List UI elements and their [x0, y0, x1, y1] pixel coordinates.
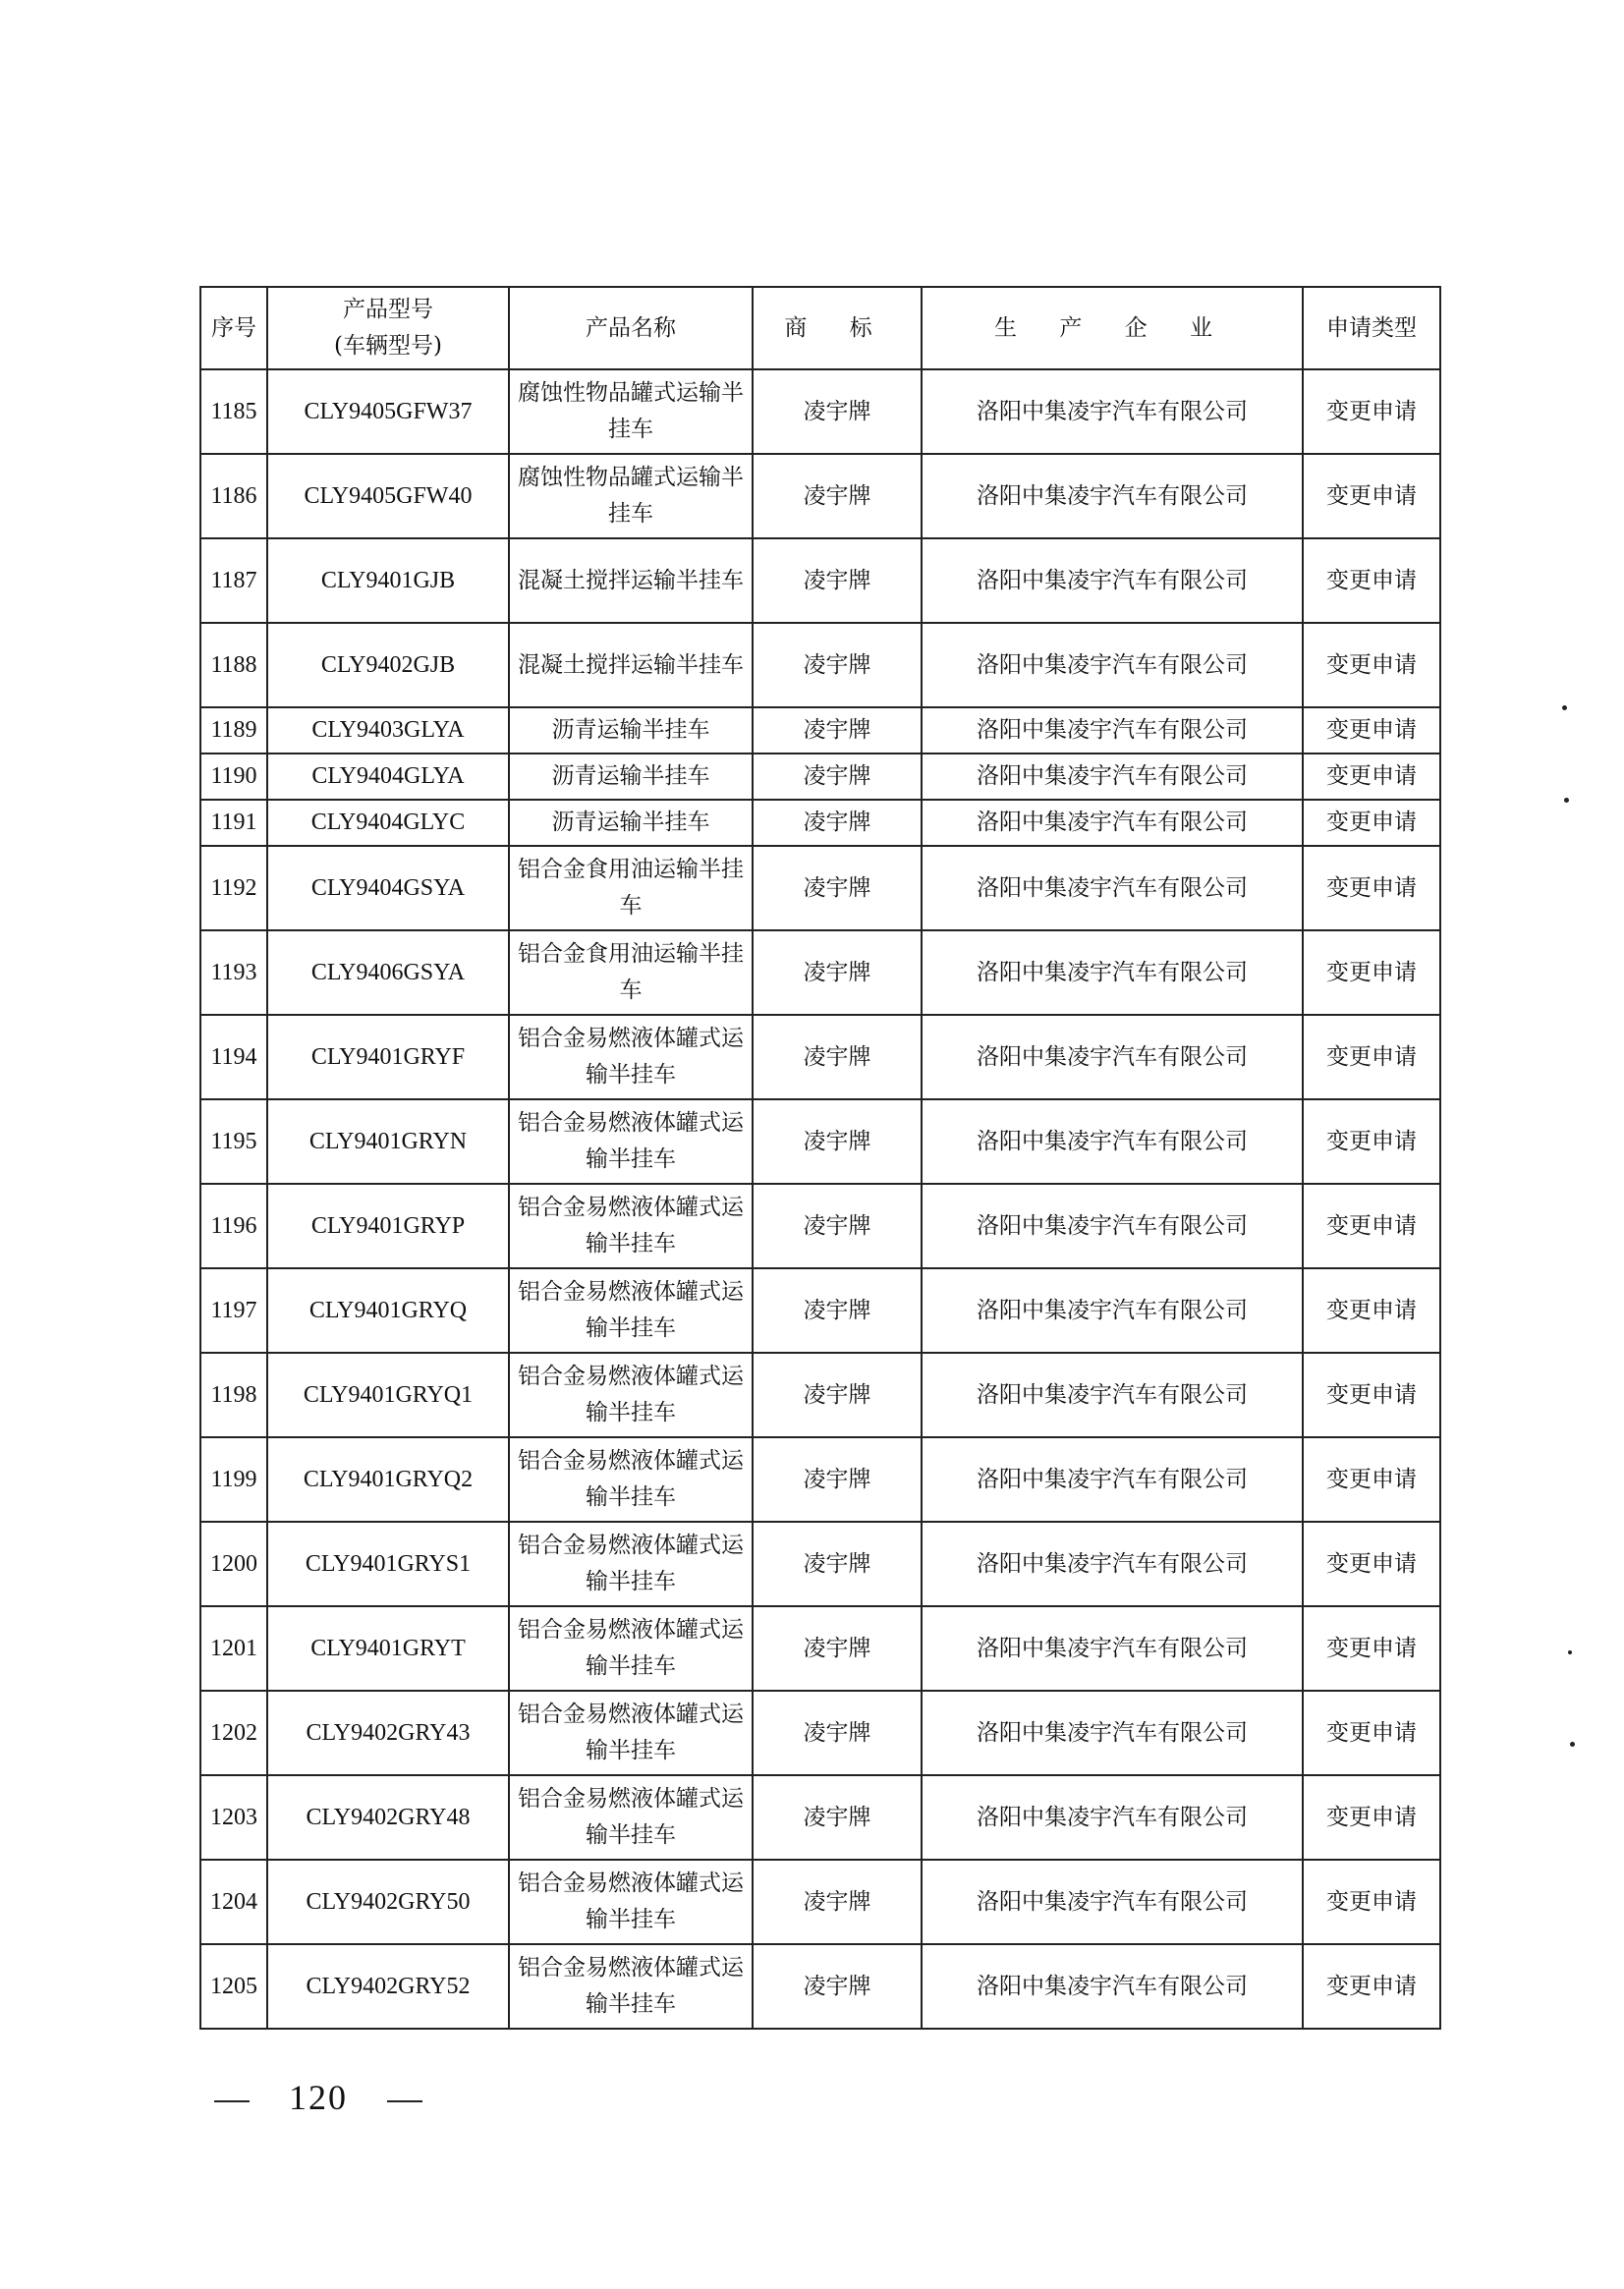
cell-application-type: 变更申请 [1303, 754, 1440, 800]
cell-seq: 1204 [200, 1860, 267, 1944]
table-row [200, 930, 1440, 1015]
cell-application-type: 变更申请 [1303, 1522, 1440, 1606]
cell-product-name: 混凝土搅拌运输半挂车 [509, 623, 753, 707]
cell-model: CLY9402GRY48 [267, 1775, 509, 1860]
header-model-line2: (车辆型号) [334, 333, 442, 359]
cell-product-name: 铝合金易燃液体罐式运输半挂车 [509, 1775, 753, 1860]
table-row [200, 1860, 1440, 1944]
header-seq: 序号 [200, 287, 267, 369]
cell-brand: 凌宇牌 [753, 800, 922, 846]
cell-seq: 1187 [200, 538, 267, 623]
cell-product-name: 铝合金易燃液体罐式运输半挂车 [509, 1691, 753, 1775]
cell-model: CLY9401GRYQ [267, 1268, 509, 1353]
cell-product-name: 沥青运输半挂车 [509, 754, 753, 800]
cell-seq: 1186 [200, 454, 267, 538]
cell-model: CLY9401GRYQ1 [267, 1353, 509, 1437]
cell-seq: 1202 [200, 1691, 267, 1775]
cell-seq: 1198 [200, 1353, 267, 1437]
cell-company: 洛阳中集凌宇汽车有限公司 [922, 800, 1303, 846]
cell-brand: 凌宇牌 [753, 369, 922, 454]
table-row [200, 1268, 1440, 1353]
cell-application-type: 变更申请 [1303, 1606, 1440, 1691]
cell-model: CLY9401GRYQ2 [267, 1437, 509, 1522]
cell-seq: 1197 [200, 1268, 267, 1353]
table-row [200, 454, 1440, 538]
header-brand: 商 标 [753, 287, 922, 369]
cell-seq: 1205 [200, 1944, 267, 2029]
cell-model: CLY9402GJB [267, 623, 509, 707]
header-company: 生 产 企 业 [922, 287, 1303, 369]
cell-application-type: 变更申请 [1303, 623, 1440, 707]
cell-product-name: 铝合金易燃液体罐式运输半挂车 [509, 1353, 753, 1437]
cell-product-name: 铝合金易燃液体罐式运输半挂车 [509, 1944, 753, 2029]
cell-model: CLY9402GRY50 [267, 1860, 509, 1944]
cell-company: 洛阳中集凌宇汽车有限公司 [922, 754, 1303, 800]
cell-brand: 凌宇牌 [753, 1691, 922, 1775]
cell-brand: 凌宇牌 [753, 707, 922, 754]
cell-application-type: 变更申请 [1303, 846, 1440, 930]
cell-brand: 凌宇牌 [753, 1775, 922, 1860]
page-footer [214, 2077, 422, 2118]
cell-application-type: 变更申请 [1303, 369, 1440, 454]
table-row [200, 623, 1440, 707]
cell-seq: 1188 [200, 623, 267, 707]
vehicle-product-table [199, 286, 1441, 2030]
cell-company: 洛阳中集凌宇汽车有限公司 [922, 1015, 1303, 1099]
cell-product-name: 铝合金易燃液体罐式运输半挂车 [509, 1437, 753, 1522]
table-row [200, 754, 1440, 800]
header-model-line1: 产品型号 [343, 297, 433, 322]
cell-application-type: 变更申请 [1303, 1860, 1440, 1944]
cell-brand: 凌宇牌 [753, 454, 922, 538]
cell-product-name: 腐蚀性物品罐式运输半挂车 [509, 369, 753, 454]
cell-application-type: 变更申请 [1303, 1184, 1440, 1268]
cell-brand: 凌宇牌 [753, 623, 922, 707]
table-row [200, 1691, 1440, 1775]
scan-speck [1568, 1650, 1572, 1654]
cell-brand: 凌宇牌 [753, 538, 922, 623]
cell-application-type: 变更申请 [1303, 454, 1440, 538]
cell-model: CLY9401GRYN [267, 1099, 509, 1184]
cell-application-type: 变更申请 [1303, 1691, 1440, 1775]
cell-seq: 1190 [200, 754, 267, 800]
cell-seq: 1195 [200, 1099, 267, 1184]
cell-product-name: 沥青运输半挂车 [509, 707, 753, 754]
cell-application-type: 变更申请 [1303, 1015, 1440, 1099]
cell-application-type: 变更申请 [1303, 1944, 1440, 2029]
cell-model: CLY9404GLYC [267, 800, 509, 846]
cell-brand: 凌宇牌 [753, 1184, 922, 1268]
cell-model: CLY9402GRY52 [267, 1944, 509, 2029]
cell-brand: 凌宇牌 [753, 930, 922, 1015]
cell-company: 洛阳中集凌宇汽车有限公司 [922, 846, 1303, 930]
cell-application-type: 变更申请 [1303, 1775, 1440, 1860]
cell-brand: 凌宇牌 [753, 1606, 922, 1691]
cell-application-type: 变更申请 [1303, 1268, 1440, 1353]
table-row [200, 1184, 1440, 1268]
cell-company: 洛阳中集凌宇汽车有限公司 [922, 538, 1303, 623]
cell-company: 洛阳中集凌宇汽车有限公司 [922, 1860, 1303, 1944]
table-row [200, 1015, 1440, 1099]
cell-seq: 1191 [200, 800, 267, 846]
table-header-row [200, 287, 1440, 369]
cell-company: 洛阳中集凌宇汽车有限公司 [922, 707, 1303, 754]
cell-seq: 1194 [200, 1015, 267, 1099]
cell-model: CLY9404GSYA [267, 846, 509, 930]
cell-brand: 凌宇牌 [753, 1944, 922, 2029]
cell-model: CLY9404GLYA [267, 754, 509, 800]
cell-product-name: 铝合金食用油运输半挂车 [509, 930, 753, 1015]
cell-company: 洛阳中集凌宇汽车有限公司 [922, 1775, 1303, 1860]
scan-speck [1570, 1742, 1575, 1747]
cell-model: CLY9401GRYT [267, 1606, 509, 1691]
cell-product-name: 铝合金易燃液体罐式运输半挂车 [509, 1522, 753, 1606]
cell-company: 洛阳中集凌宇汽车有限公司 [922, 1522, 1303, 1606]
table-row [200, 369, 1440, 454]
scan-speck [1562, 705, 1567, 710]
table-row [200, 800, 1440, 846]
table-row [200, 1775, 1440, 1860]
cell-brand: 凌宇牌 [753, 1522, 922, 1606]
cell-company: 洛阳中集凌宇汽车有限公司 [922, 1099, 1303, 1184]
cell-seq: 1185 [200, 369, 267, 454]
cell-brand: 凌宇牌 [753, 754, 922, 800]
table-row [200, 707, 1440, 754]
table-row [200, 846, 1440, 930]
table-row [200, 1944, 1440, 2029]
cell-product-name: 铝合金易燃液体罐式运输半挂车 [509, 1860, 753, 1944]
table-body [200, 369, 1440, 2029]
cell-seq: 1189 [200, 707, 267, 754]
page-number: 120 [289, 2078, 348, 2117]
cell-application-type: 变更申请 [1303, 1353, 1440, 1437]
cell-product-name: 腐蚀性物品罐式运输半挂车 [509, 454, 753, 538]
cell-product-name: 铝合金易燃液体罐式运输半挂车 [509, 1015, 753, 1099]
cell-brand: 凌宇牌 [753, 846, 922, 930]
table-row [200, 538, 1440, 623]
cell-company: 洛阳中集凌宇汽车有限公司 [922, 369, 1303, 454]
cell-company: 洛阳中集凌宇汽车有限公司 [922, 930, 1303, 1015]
cell-company: 洛阳中集凌宇汽车有限公司 [922, 454, 1303, 538]
cell-company: 洛阳中集凌宇汽车有限公司 [922, 1944, 1303, 2029]
cell-brand: 凌宇牌 [753, 1860, 922, 1944]
table-row [200, 1353, 1440, 1437]
cell-brand: 凌宇牌 [753, 1353, 922, 1437]
cell-product-name: 铝合金食用油运输半挂车 [509, 846, 753, 930]
cell-product-name: 沥青运输半挂车 [509, 800, 753, 846]
cell-model: CLY9405GFW40 [267, 454, 509, 538]
cell-company: 洛阳中集凌宇汽车有限公司 [922, 1184, 1303, 1268]
cell-seq: 1196 [200, 1184, 267, 1268]
cell-product-name: 铝合金易燃液体罐式运输半挂车 [509, 1184, 753, 1268]
table-row [200, 1437, 1440, 1522]
cell-model: CLY9403GLYA [267, 707, 509, 754]
cell-seq: 1192 [200, 846, 267, 930]
scan-speck [1564, 798, 1569, 803]
table-row [200, 1099, 1440, 1184]
table-row [200, 1522, 1440, 1606]
cell-brand: 凌宇牌 [753, 1015, 922, 1099]
cell-brand: 凌宇牌 [753, 1437, 922, 1522]
cell-product-name: 混凝土搅拌运输半挂车 [509, 538, 753, 623]
cell-company: 洛阳中集凌宇汽车有限公司 [922, 1353, 1303, 1437]
header-type: 申请类型 [1303, 287, 1440, 369]
cell-seq: 1203 [200, 1775, 267, 1860]
footer-dash-left [214, 2100, 250, 2102]
cell-brand: 凌宇牌 [753, 1099, 922, 1184]
cell-seq: 1201 [200, 1606, 267, 1691]
cell-company: 洛阳中集凌宇汽车有限公司 [922, 1437, 1303, 1522]
cell-model: CLY9405GFW37 [267, 369, 509, 454]
cell-seq: 1193 [200, 930, 267, 1015]
cell-application-type: 变更申请 [1303, 1437, 1440, 1522]
cell-brand: 凌宇牌 [753, 1268, 922, 1353]
cell-application-type: 变更申请 [1303, 538, 1440, 623]
cell-model: CLY9401GRYP [267, 1184, 509, 1268]
cell-model: CLY9406GSYA [267, 930, 509, 1015]
cell-product-name: 铝合金易燃液体罐式运输半挂车 [509, 1606, 753, 1691]
cell-company: 洛阳中集凌宇汽车有限公司 [922, 1268, 1303, 1353]
cell-model: CLY9401GJB [267, 538, 509, 623]
cell-seq: 1200 [200, 1522, 267, 1606]
cell-company: 洛阳中集凌宇汽车有限公司 [922, 1606, 1303, 1691]
cell-company: 洛阳中集凌宇汽车有限公司 [922, 623, 1303, 707]
header-name: 产品名称 [509, 287, 753, 369]
cell-model: CLY9402GRY43 [267, 1691, 509, 1775]
cell-product-name: 铝合金易燃液体罐式运输半挂车 [509, 1099, 753, 1184]
cell-application-type: 变更申请 [1303, 800, 1440, 846]
header-model [267, 287, 509, 369]
cell-company: 洛阳中集凌宇汽车有限公司 [922, 1691, 1303, 1775]
cell-seq: 1199 [200, 1437, 267, 1522]
cell-application-type: 变更申请 [1303, 707, 1440, 754]
cell-application-type: 变更申请 [1303, 930, 1440, 1015]
cell-application-type: 变更申请 [1303, 1099, 1440, 1184]
cell-model: CLY9401GRYF [267, 1015, 509, 1099]
cell-product-name: 铝合金易燃液体罐式运输半挂车 [509, 1268, 753, 1353]
table-row [200, 1606, 1440, 1691]
footer-dash-right [387, 2100, 422, 2102]
cell-model: CLY9401GRYS1 [267, 1522, 509, 1606]
